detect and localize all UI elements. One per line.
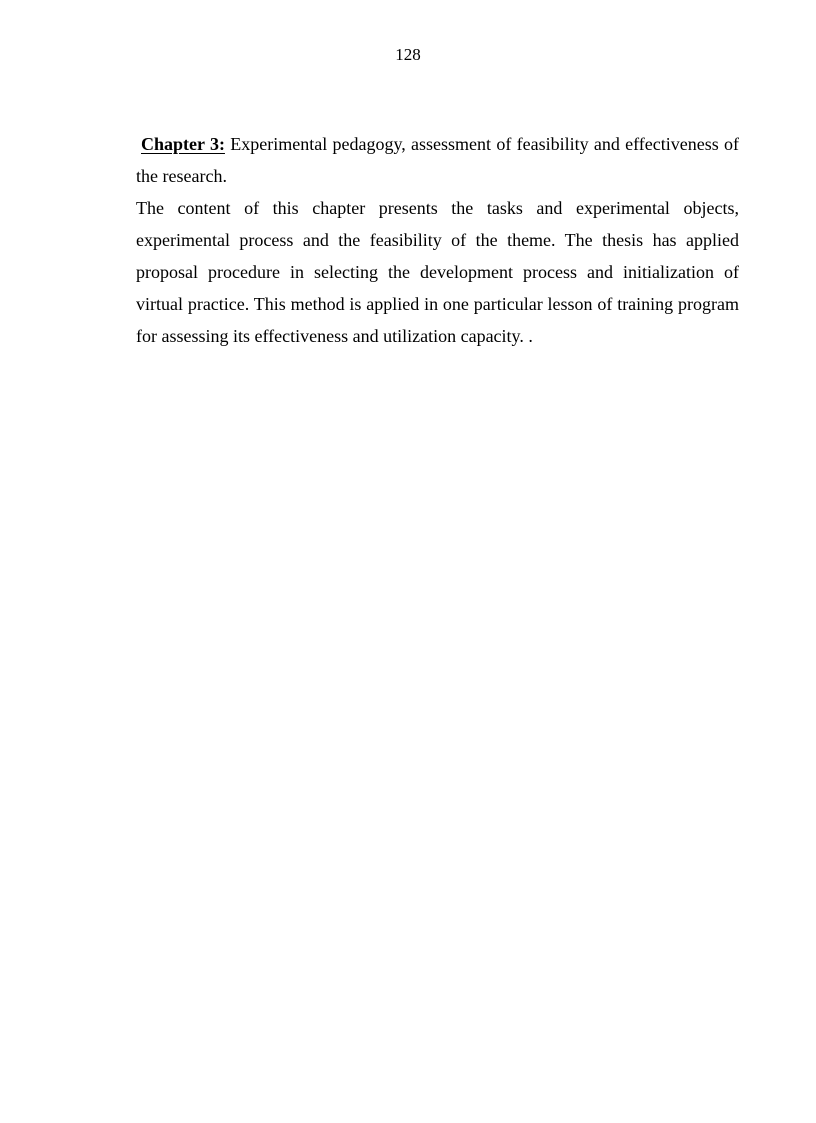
chapter-label: Chapter 3: xyxy=(141,134,225,154)
chapter-summary: The content of this chapter presents the tasks and experimental objects, experimental process and the feasibility of the theme. The thesis has applied proposal procedure in selecting the development process and initialization of virtual practice. This method is applied in one particular lesson of training program for assessing its effectiveness and utilization capacity. . xyxy=(136,198,739,346)
chapter-title: Experimental pedagogy, assessment of feasibility and effectiveness of the research. xyxy=(136,134,740,186)
document-body xyxy=(136,128,739,352)
chapter-title-paragraph xyxy=(136,128,739,192)
page-number: 128 xyxy=(395,45,421,64)
